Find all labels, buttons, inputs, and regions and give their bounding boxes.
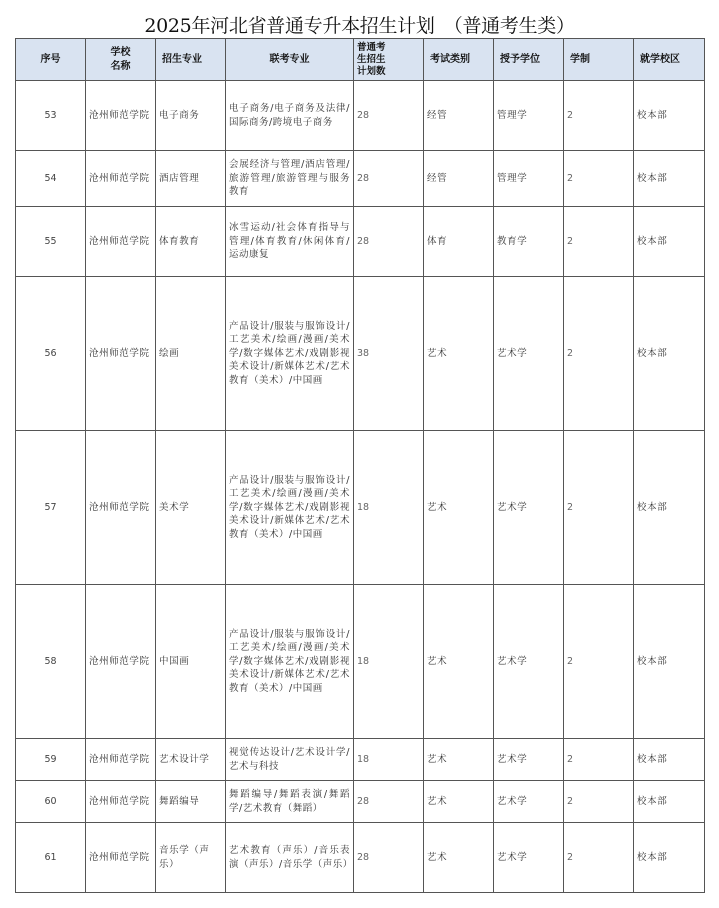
cell-degree: 艺术学 [494, 823, 564, 893]
cell-seq: 58 [16, 585, 86, 739]
cell-seq: 59 [16, 739, 86, 781]
cell-plan: 28 [354, 207, 424, 277]
cell-school: 沧州师范学院 [86, 585, 156, 739]
cell-plan: 38 [354, 277, 424, 431]
cell-school: 沧州师范学院 [86, 431, 156, 585]
cell-campus: 校本部 [634, 823, 705, 893]
cell-years: 2 [564, 277, 634, 431]
cell-campus: 校本部 [634, 151, 705, 207]
cell-major: 美术学 [156, 431, 226, 585]
cell-exam-major: 产品设计/服装与服饰设计/工艺美术/绘画/漫画/美术学/数字媒体艺术/戏剧影视美术设计/新媒体艺术/艺术教育（美术）/中国画 [226, 431, 354, 585]
cell-campus: 校本部 [634, 739, 705, 781]
header-seq: 序号 [16, 39, 86, 81]
cell-plan: 28 [354, 151, 424, 207]
table-row [16, 781, 705, 823]
cell-years: 2 [564, 431, 634, 585]
cell-school: 沧州师范学院 [86, 207, 156, 277]
header-plan [354, 39, 424, 81]
table-row [16, 585, 705, 739]
cell-campus: 校本部 [634, 81, 705, 151]
cell-years: 2 [564, 81, 634, 151]
header-years: 学制 [564, 39, 634, 81]
cell-campus: 校本部 [634, 207, 705, 277]
cell-exam-type: 经管 [424, 151, 494, 207]
table-row [16, 81, 705, 151]
cell-campus: 校本部 [634, 781, 705, 823]
cell-degree: 管理学 [494, 81, 564, 151]
cell-exam-type: 艺术 [424, 781, 494, 823]
cell-exam-major: 艺术教育（声乐）/音乐表演（声乐）/音乐学（声乐） [226, 823, 354, 893]
header-exam-major: 联考专业 [226, 39, 354, 81]
cell-exam-type: 艺术 [424, 277, 494, 431]
cell-exam-major: 会展经济与管理/酒店管理/旅游管理/旅游管理与服务教育 [226, 151, 354, 207]
cell-school: 沧州师范学院 [86, 81, 156, 151]
table-row [16, 431, 705, 585]
cell-degree: 管理学 [494, 151, 564, 207]
table-row [16, 739, 705, 781]
header-plan-line2: 生招生 [357, 53, 386, 65]
cell-school: 沧州师范学院 [86, 823, 156, 893]
cell-seq: 61 [16, 823, 86, 893]
cell-plan: 28 [354, 81, 424, 151]
cell-exam-type: 艺术 [424, 585, 494, 739]
table-row [16, 207, 705, 277]
cell-exam-major: 舞蹈编导/舞蹈表演/舞蹈学/艺术教育（舞蹈） [226, 781, 354, 823]
cell-seq: 53 [16, 81, 86, 151]
cell-plan: 18 [354, 739, 424, 781]
cell-plan: 18 [354, 431, 424, 585]
cell-exam-major: 冰雪运动/社会体育指导与管理/体育教育/休闲体育/运动康复 [226, 207, 354, 277]
cell-major: 舞蹈编导 [156, 781, 226, 823]
cell-major: 艺术设计学 [156, 739, 226, 781]
table-row [16, 151, 705, 207]
cell-major: 音乐学（声乐） [156, 823, 226, 893]
table-row [16, 823, 705, 893]
header-plan-line3: 计划数 [357, 65, 386, 77]
enrollment-plan-table [15, 38, 705, 893]
cell-major: 中国画 [156, 585, 226, 739]
cell-school: 沧州师范学院 [86, 277, 156, 431]
cell-seq: 54 [16, 151, 86, 207]
header-school-line2: 名称 [110, 60, 131, 72]
cell-degree: 艺术学 [494, 781, 564, 823]
cell-years: 2 [564, 739, 634, 781]
cell-exam-type: 艺术 [424, 431, 494, 585]
header-degree: 授予学位 [494, 39, 564, 81]
cell-campus: 校本部 [634, 585, 705, 739]
cell-years: 2 [564, 207, 634, 277]
cell-major: 电子商务 [156, 81, 226, 151]
header-major: 招生专业 [156, 39, 226, 81]
cell-exam-major: 产品设计/服装与服饰设计/工艺美术/绘画/漫画/美术学/数字媒体艺术/戏剧影视美术设计/新媒体艺术/艺术教育（美术）/中国画 [226, 277, 354, 431]
cell-campus: 校本部 [634, 277, 705, 431]
cell-years: 2 [564, 781, 634, 823]
cell-plan: 18 [354, 585, 424, 739]
cell-degree: 教育学 [494, 207, 564, 277]
header-school-line1: 学校 [110, 46, 131, 58]
cell-major: 体育教育 [156, 207, 226, 277]
cell-plan: 28 [354, 823, 424, 893]
cell-major: 酒店管理 [156, 151, 226, 207]
cell-years: 2 [564, 823, 634, 893]
header-school [86, 39, 156, 81]
cell-exam-type: 艺术 [424, 823, 494, 893]
cell-degree: 艺术学 [494, 277, 564, 431]
cell-years: 2 [564, 585, 634, 739]
header-plan-line1: 普通考 [357, 41, 386, 53]
cell-plan: 28 [354, 781, 424, 823]
table-row [16, 277, 705, 431]
cell-exam-major: 产品设计/服装与服饰设计/工艺美术/绘画/漫画/美术学/数字媒体艺术/戏剧影视美术设计/新媒体艺术/艺术教育（美术）/中国画 [226, 585, 354, 739]
cell-exam-type: 经管 [424, 81, 494, 151]
cell-exam-major: 电子商务/电子商务及法律/国际商务/跨境电子商务 [226, 81, 354, 151]
cell-exam-type: 艺术 [424, 739, 494, 781]
cell-years: 2 [564, 151, 634, 207]
page-title: 2025年河北省普通专升本招生计划 （普通考生类） [144, 15, 575, 37]
cell-school: 沧州师范学院 [86, 151, 156, 207]
header-row [16, 39, 705, 81]
header-exam-type: 考试类别 [424, 39, 494, 81]
cell-campus: 校本部 [634, 431, 705, 585]
cell-seq: 55 [16, 207, 86, 277]
cell-school: 沧州师范学院 [86, 781, 156, 823]
header-campus: 就学校区 [634, 39, 705, 81]
cell-school: 沧州师范学院 [86, 739, 156, 781]
cell-degree: 艺术学 [494, 585, 564, 739]
cell-seq: 60 [16, 781, 86, 823]
cell-degree: 艺术学 [494, 431, 564, 585]
cell-degree: 艺术学 [494, 739, 564, 781]
cell-exam-major: 视觉传达设计/艺术设计学/艺术与科技 [226, 739, 354, 781]
cell-seq: 56 [16, 277, 86, 431]
cell-seq: 57 [16, 431, 86, 585]
cell-exam-type: 体育 [424, 207, 494, 277]
cell-major: 绘画 [156, 277, 226, 431]
